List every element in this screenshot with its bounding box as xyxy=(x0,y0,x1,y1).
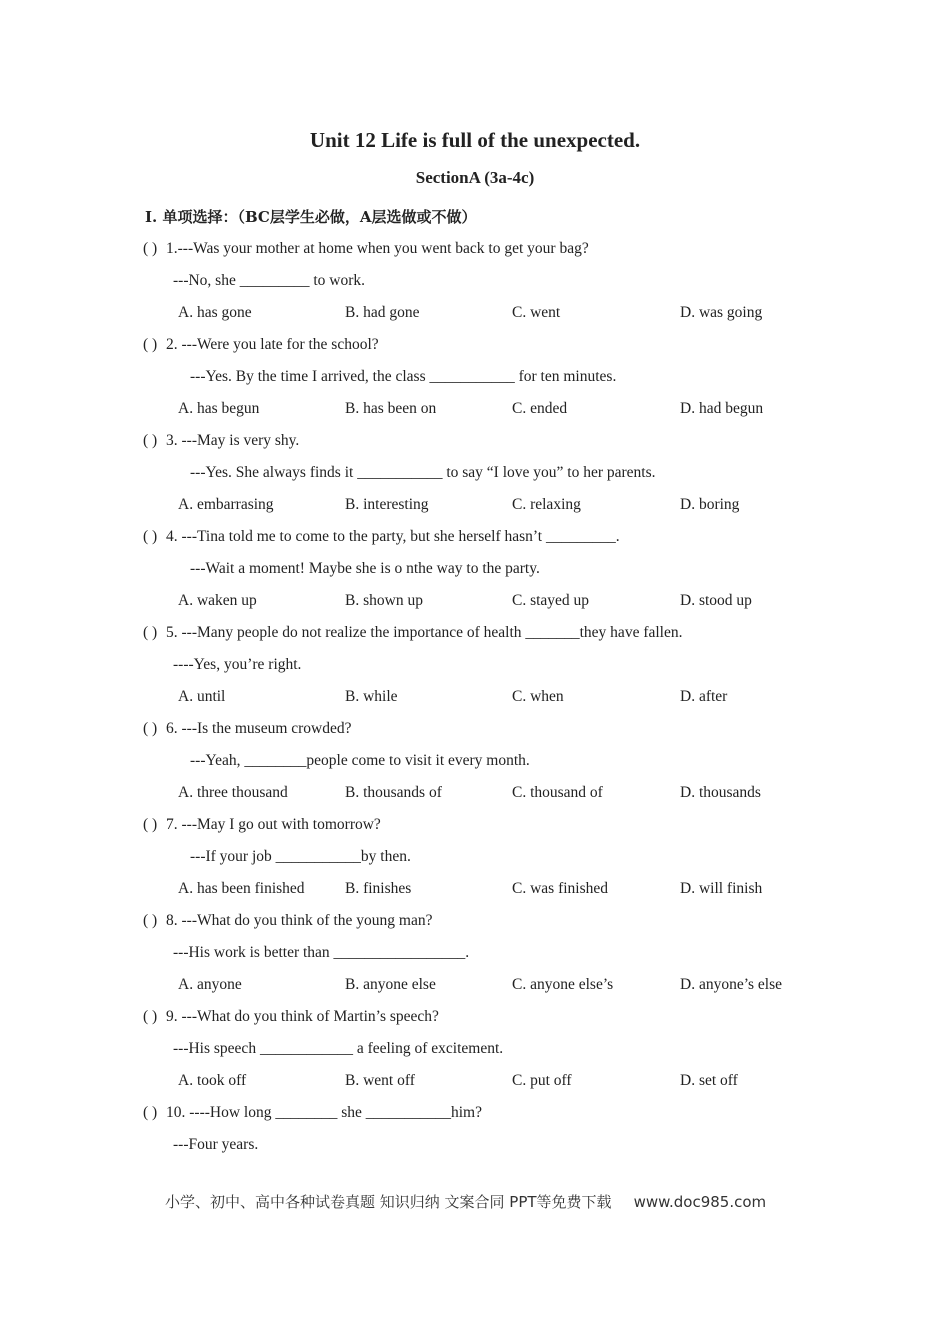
option-c[interactable]: C. was finished xyxy=(512,880,609,897)
option-b[interactable]: B. anyone else xyxy=(345,976,436,993)
option-b[interactable]: B. had gone xyxy=(345,304,420,321)
question-text: 4. ---Tina told me to come to the party, but she herself hasn’t _________. xyxy=(166,528,620,545)
question-text: 2. ---Were you late for the school? xyxy=(166,336,379,353)
reply-text: ---If your job ___________by then. xyxy=(190,848,411,865)
reply-text: ---Yes. By the time I arrived, the class ___________ for ten minutes. xyxy=(190,368,617,385)
option-d[interactable]: D. thousands xyxy=(680,784,761,801)
reply-text: ---Four years. xyxy=(173,1136,259,1153)
question-text: 8. ---What do you think of the young man? xyxy=(166,912,433,929)
option-d[interactable]: D. anyone’s else xyxy=(680,976,783,993)
option-c[interactable]: C. went xyxy=(512,304,561,321)
answer-blank[interactable]: ( ) xyxy=(143,912,158,929)
question-4 xyxy=(0,527,950,623)
reply-text: ---No, she _________ to work. xyxy=(173,272,366,289)
question-text: 7. ---May I go out with tomorrow? xyxy=(166,816,381,833)
question-10 xyxy=(0,1103,950,1167)
option-b[interactable]: B. thousands of xyxy=(345,784,442,801)
question-text: 5. ---Many people do not realize the importance of health _______they have fallen. xyxy=(166,624,683,641)
option-b[interactable]: B. shown up xyxy=(345,592,423,609)
footer xyxy=(165,1191,766,1212)
question-text: 10. ----How long ________ she ___________him? xyxy=(166,1104,482,1121)
option-a[interactable]: A. three thousand xyxy=(178,784,288,801)
option-a[interactable]: A. has been finished xyxy=(178,880,305,897)
answer-blank[interactable]: ( ) xyxy=(143,336,158,353)
footer-link[interactable]: www.doc985.com xyxy=(633,1193,767,1211)
question-3 xyxy=(0,431,950,527)
option-d[interactable]: D. will finish xyxy=(680,880,763,897)
document-title: Unit 12 Life is full of the unexpected. xyxy=(309,128,641,152)
option-c[interactable]: C. put off xyxy=(512,1072,572,1089)
option-a[interactable]: A. embarrasing xyxy=(178,496,274,513)
option-d[interactable]: D. after xyxy=(680,688,728,705)
reply-text: ---His work is better than _________________. xyxy=(173,944,470,961)
option-a[interactable]: A. has begun xyxy=(178,400,260,417)
question-8 xyxy=(0,911,950,1007)
question-1 xyxy=(0,239,950,335)
option-b[interactable]: B. went off xyxy=(345,1072,415,1089)
option-b[interactable]: B. has been on xyxy=(345,400,437,417)
footer-text: 小学、初中、高中各种试卷真题 知识归纳 文案合同 PPT等免费下载 xyxy=(165,1193,612,1211)
question-7 xyxy=(0,815,950,911)
question-text: 6. ---Is the museum crowded? xyxy=(166,720,352,737)
option-a[interactable]: A. took off xyxy=(178,1072,247,1089)
question-list xyxy=(0,239,950,1167)
question-text: 9. ---What do you think of Martin’s speech? xyxy=(166,1008,439,1025)
option-d[interactable]: D. stood up xyxy=(680,592,752,609)
option-b[interactable]: B. while xyxy=(345,688,398,705)
option-c[interactable]: C. when xyxy=(512,688,564,705)
answer-blank[interactable]: ( ) xyxy=(143,624,158,641)
reply-text: ---Wait a moment! Maybe she is o nthe way to the party. xyxy=(190,560,540,577)
answer-blank[interactable]: ( ) xyxy=(143,528,158,545)
question-9 xyxy=(0,1007,950,1103)
question-2 xyxy=(0,335,950,431)
section-heading: I. 单项选择：（BC层学生必做，A层选做或不做） xyxy=(145,208,477,226)
answer-blank[interactable]: ( ) xyxy=(143,720,158,737)
question-6 xyxy=(0,719,950,815)
answer-blank[interactable]: ( ) xyxy=(143,1008,158,1025)
option-a[interactable]: A. until xyxy=(178,688,226,705)
answer-blank[interactable]: ( ) xyxy=(143,432,158,449)
option-b[interactable]: B. finishes xyxy=(345,880,412,897)
option-d[interactable]: D. was going xyxy=(680,304,763,321)
reply-text: ---Yes. She always finds it ___________ to say “I love you” to her parents. xyxy=(190,464,656,481)
option-c[interactable]: C. thousand of xyxy=(512,784,603,801)
reply-text: ---His speech ____________ a feeling of excitement. xyxy=(173,1040,504,1057)
question-5 xyxy=(0,623,950,719)
option-c[interactable]: C. relaxing xyxy=(512,496,581,513)
answer-blank[interactable]: ( ) xyxy=(143,240,158,257)
option-a[interactable]: A. waken up xyxy=(178,592,257,609)
answer-blank[interactable]: ( ) xyxy=(143,816,158,833)
option-c[interactable]: C. ended xyxy=(512,400,568,417)
option-c[interactable]: C. anyone else’s xyxy=(512,976,614,993)
option-d[interactable]: D. set off xyxy=(680,1072,738,1089)
option-c[interactable]: C. stayed up xyxy=(512,592,590,609)
reply-text: ----Yes, you’re right. xyxy=(173,656,302,673)
reply-text: ---Yeah, ________people come to visit it every month. xyxy=(190,752,530,769)
option-b[interactable]: B. interesting xyxy=(345,496,429,513)
option-d[interactable]: D. boring xyxy=(680,496,740,513)
option-d[interactable]: D. had begun xyxy=(680,400,764,417)
option-a[interactable]: A. has gone xyxy=(178,304,252,321)
answer-blank[interactable]: ( ) xyxy=(143,1104,158,1121)
section-subtitle: SectionA (3a-4c) xyxy=(415,168,535,187)
question-text: 3. ---May is very shy. xyxy=(166,432,300,449)
question-text: 1.---Was your mother at home when you went back to get your bag? xyxy=(166,240,589,257)
option-a[interactable]: A. anyone xyxy=(178,976,242,993)
